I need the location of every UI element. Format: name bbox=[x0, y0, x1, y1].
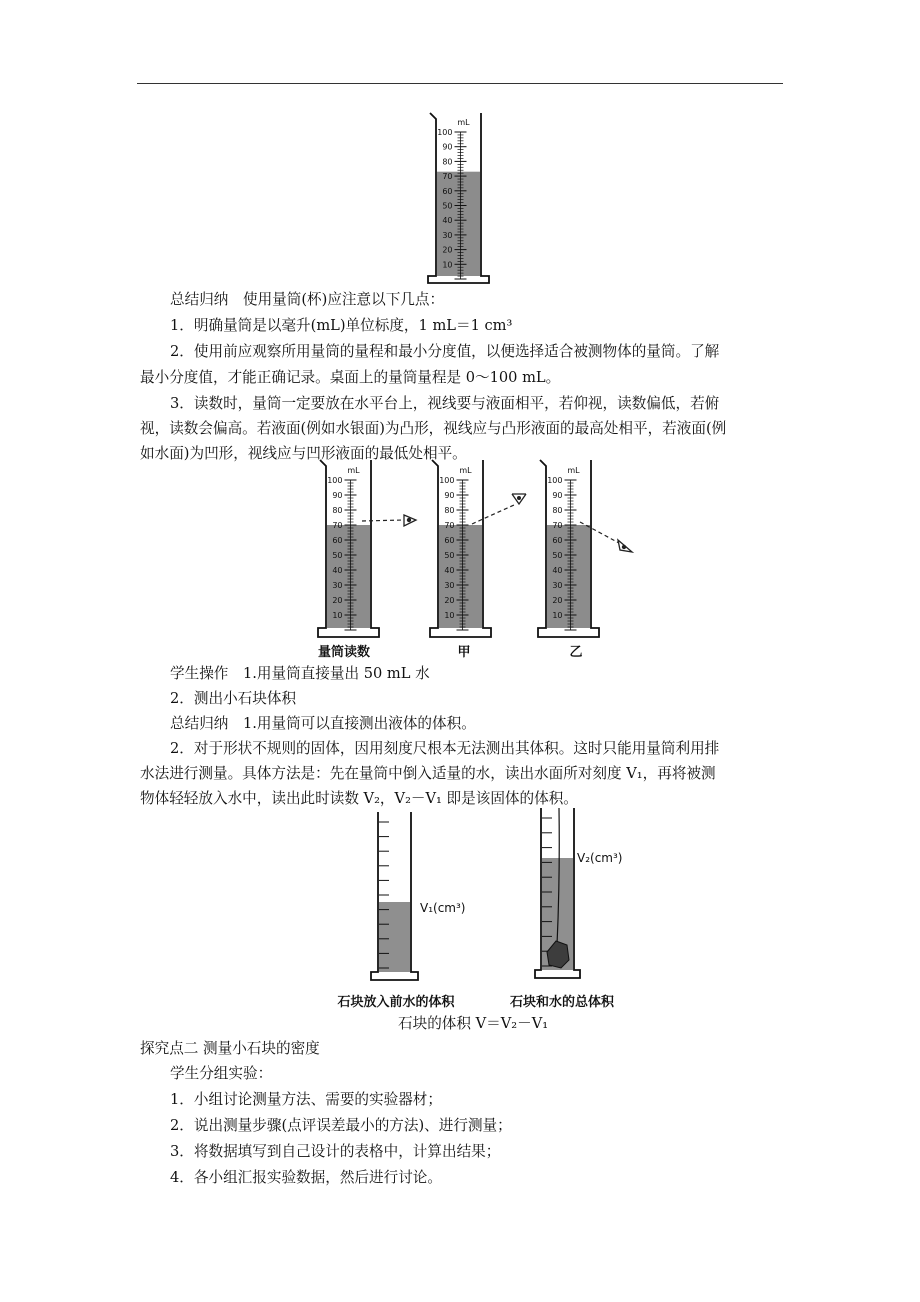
tick-label: 20 bbox=[552, 596, 563, 605]
tick-label: 10 bbox=[442, 260, 453, 270]
caption-stone-volume: 石块的体积 V＝V₂－V₁ bbox=[398, 1015, 549, 1032]
tick-label: 60 bbox=[444, 536, 455, 545]
caption-jia: 甲 bbox=[457, 645, 471, 660]
unit-label: mL bbox=[457, 118, 470, 127]
tick-label: 70 bbox=[332, 521, 343, 530]
tick-label: 50 bbox=[442, 201, 453, 211]
tick-label: 30 bbox=[444, 581, 455, 590]
tick-label: 40 bbox=[442, 216, 453, 226]
section2-item-2: 2．说出测量步骤(点评误差最小的方法)、进行测量； bbox=[170, 1117, 512, 1134]
summary2-line-3: 水法进行测量。具体方法是：先在量筒中倒入适量的水，读出水面所对刻度 V₁，再将被测 bbox=[140, 765, 716, 782]
caption-total-volume: 石块和水的总体积 bbox=[509, 995, 614, 1010]
tick-label: 40 bbox=[444, 566, 455, 575]
tick-label: 70 bbox=[552, 521, 563, 530]
section2-item-1: 1．小组讨论测量方法、需要的实验器材； bbox=[170, 1091, 442, 1108]
label-v2: V₂(cm³) bbox=[577, 851, 623, 865]
summary2-line-1: 总结归纳 1.用量筒可以直接测出液体的体积。 bbox=[170, 715, 476, 732]
tick-label: 50 bbox=[552, 551, 563, 560]
tick-label: 80 bbox=[332, 506, 343, 515]
summary2-line-4: 物体轻轻放入水中，读出此时读数 V₂，V₂－V₁ 即是该固体的体积。 bbox=[140, 790, 578, 807]
cylinder-with-stone bbox=[535, 808, 580, 978]
summary1-point-1: 1．明确量筒是以毫升(mL)单位标度，1 mL＝1 cm³ bbox=[170, 317, 513, 334]
caption-yi: 乙 bbox=[569, 645, 583, 660]
tick-label: 80 bbox=[444, 506, 455, 515]
tick-label: 40 bbox=[552, 566, 563, 575]
summary1-point-2-line2: 最小分度值，才能正确记录。桌面上的量筒量程是 0～100 mL。 bbox=[140, 369, 561, 386]
tick-label: 50 bbox=[332, 551, 343, 560]
tick-label: 60 bbox=[442, 186, 453, 196]
tick-label: 100 bbox=[547, 476, 563, 485]
operation-line-2: 2．测出小石块体积 bbox=[170, 690, 297, 707]
tick-label: 20 bbox=[444, 596, 455, 605]
section2-item-4: 4．各小组汇报实验数据，然后进行讨论。 bbox=[170, 1169, 442, 1186]
tick-label: 20 bbox=[332, 596, 343, 605]
section2-intro: 学生分组实验： bbox=[170, 1065, 273, 1082]
tick-label: 100 bbox=[437, 128, 453, 137]
tick-label: 90 bbox=[442, 142, 453, 152]
tick-label: 70 bbox=[442, 172, 453, 182]
operation-line-1: 学生操作 1.用量筒直接量出 50 mL 水 bbox=[170, 665, 430, 682]
tick-label: 80 bbox=[442, 157, 453, 167]
summary2-line-2: 2．对于形状不规则的固体，因用刻度尺根本无法测出其体积。这时只能用量筒利用排 bbox=[170, 740, 720, 757]
tick-label: 60 bbox=[332, 536, 343, 545]
tick-label: 20 bbox=[442, 245, 453, 255]
tick-label: 10 bbox=[444, 611, 455, 620]
tick-label: 30 bbox=[332, 581, 343, 590]
tick-label: 90 bbox=[332, 491, 343, 500]
section2-item-3: 3．将数据填写到自己设计的表格中，计算出结果； bbox=[170, 1143, 501, 1160]
section2-title: 探究点二 测量小石块的密度 bbox=[140, 1040, 320, 1057]
tick-label: 50 bbox=[444, 551, 455, 560]
unit-label: mL bbox=[567, 466, 580, 475]
cylinder-water-only bbox=[371, 812, 418, 980]
tick-label: 10 bbox=[332, 611, 343, 620]
tick-label: 90 bbox=[444, 491, 455, 500]
tick-label: 30 bbox=[552, 581, 563, 590]
tick-label: 80 bbox=[552, 506, 563, 515]
tick-label: 40 bbox=[332, 566, 343, 575]
tick-label: 30 bbox=[442, 230, 453, 240]
summary1-point-3-line3: 如水面)为凹形，视线应与凹形液面的最低处相平。 bbox=[140, 445, 467, 462]
unit-label: mL bbox=[347, 466, 360, 475]
label-v1: V₁(cm³) bbox=[420, 901, 466, 915]
caption-water-volume: 石块放入前水的体积 bbox=[337, 995, 455, 1010]
tick-label: 100 bbox=[327, 476, 343, 485]
caption-correct-reading: 量筒读数 bbox=[317, 645, 370, 660]
summary1-point-3-line1: 3．读数时，量筒一定要放在水平台上，视线要与液面相平，若仰视，读数偏低，若俯 bbox=[170, 395, 720, 412]
summary1-point-3-line2: 视，读数会偏高。若液面(例如水银面)为凸形，视线应与凸形液面的最高处相平，若液面(例 bbox=[140, 420, 727, 437]
tick-label: 100 bbox=[439, 476, 455, 485]
unit-label: mL bbox=[459, 466, 472, 475]
tick-label: 60 bbox=[552, 536, 563, 545]
tick-label: 70 bbox=[444, 521, 455, 530]
summary1-title: 总结归纳 使用量筒(杯)应注意以下几点： bbox=[170, 291, 445, 308]
tick-label: 90 bbox=[552, 491, 563, 500]
tick-label: 10 bbox=[552, 611, 563, 620]
summary1-point-2-line1: 2．使用前应观察所用量筒的量程和最小分度值，以便选择适合被测物体的量筒。了解 bbox=[170, 343, 720, 360]
